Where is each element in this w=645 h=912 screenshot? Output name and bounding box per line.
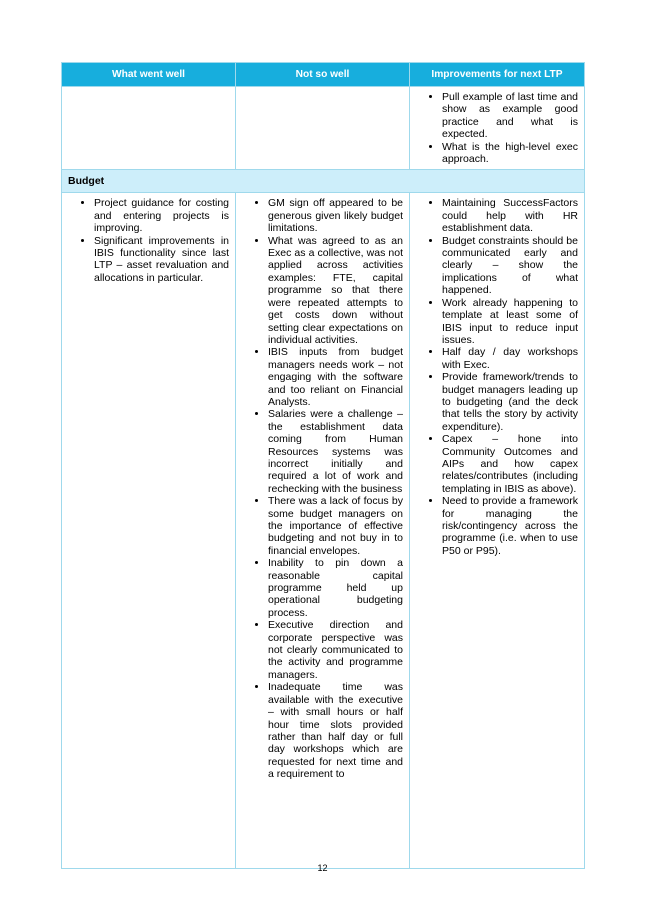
list-item: • Need to provide a framework for managing the risk/contingency across the programme (i.e. when to use P50 or P95). xyxy=(442,495,578,557)
budget-row xyxy=(62,193,585,869)
header-row xyxy=(62,63,585,87)
list-item: • Capex – hone into Community Outcomes and AIPs and how capex relates/contributes (including templating in IBIS as above). xyxy=(442,433,578,495)
list-item: • Half day / day workshops with Exec. xyxy=(442,346,578,371)
budget-well-cell xyxy=(62,193,236,869)
section-title-budget: Budget xyxy=(62,170,585,193)
header-what-went-well: What went well xyxy=(62,63,236,87)
list-item: • Significant improvements in IBIS functionality since last LTP – asset revaluation and allocations in particular. xyxy=(94,235,229,285)
top-row-improvements-cell xyxy=(410,87,585,170)
header-not-so-well: Not so well xyxy=(236,63,410,87)
list-item: • What is the high-level exec approach. xyxy=(442,141,578,166)
top-row-well-cell xyxy=(62,87,236,170)
list-item: • Budget constraints should be communicated early and clearly – show the implications of what happened. xyxy=(442,235,578,297)
top-improvements-list xyxy=(410,87,584,169)
budget-well-list xyxy=(62,193,235,288)
page-number: 12 xyxy=(317,863,328,873)
header-improvements: Improvements for next LTP xyxy=(410,63,585,87)
section-row xyxy=(62,170,585,193)
budget-improvements-list xyxy=(410,193,584,561)
list-item: • Project guidance for costing and entering projects is improving. xyxy=(94,197,229,234)
list-item: • IBIS inputs from budget managers needs work – not engaging with the software and too reliant on Financial Analysts. xyxy=(268,346,403,408)
ltp-review-table xyxy=(61,62,585,869)
budget-improvements-cell xyxy=(410,193,585,869)
list-item: • Work already happening to template at least some of IBIS input to reduce input issues. xyxy=(442,297,578,347)
budget-not-well-cell xyxy=(236,193,410,869)
top-row xyxy=(62,87,585,170)
list-item: • There was a lack of focus by some budget managers on the importance of effective budgeting and not buy in to financial envelopes. xyxy=(268,495,403,557)
list-item: • Inability to pin down a reasonable capital programme held up operational budgeting process. xyxy=(268,557,403,619)
top-row-not-well-cell xyxy=(236,87,410,170)
list-item: • What was agreed to as an Exec as a collective, was not applied across activities examples: FTE, capital programme so that there were repeated attempts to get costs down without setting clear expectations on individual activities. xyxy=(268,235,403,347)
list-item: • Inadequate time was available with the executive – with small hours or half hour time slots provided rather than half day or full day workshops which are requested for next time and a requirement to xyxy=(268,681,403,780)
list-item: • Salaries were a challenge – the establishment data coming from Human Resources systems was incorrect initially and required a lot of work and rechecking with the business xyxy=(268,408,403,495)
list-item: • GM sign off appeared to be generous given likely budget limitations. xyxy=(268,197,403,234)
list-item: • Executive direction and corporate perspective was not clearly communicated to the activity and programme managers. xyxy=(268,619,403,681)
list-item: • Pull example of last time and show as example good practice and what is expected. xyxy=(442,91,578,141)
list-item: • Maintaining SuccessFactors could help with HR establishment data. xyxy=(442,197,578,234)
list-item: • Provide framework/trends to budget managers leading up to budgeting (and the deck that tells the story by activity expenditure). xyxy=(442,371,578,433)
budget-not-well-list xyxy=(236,193,409,784)
